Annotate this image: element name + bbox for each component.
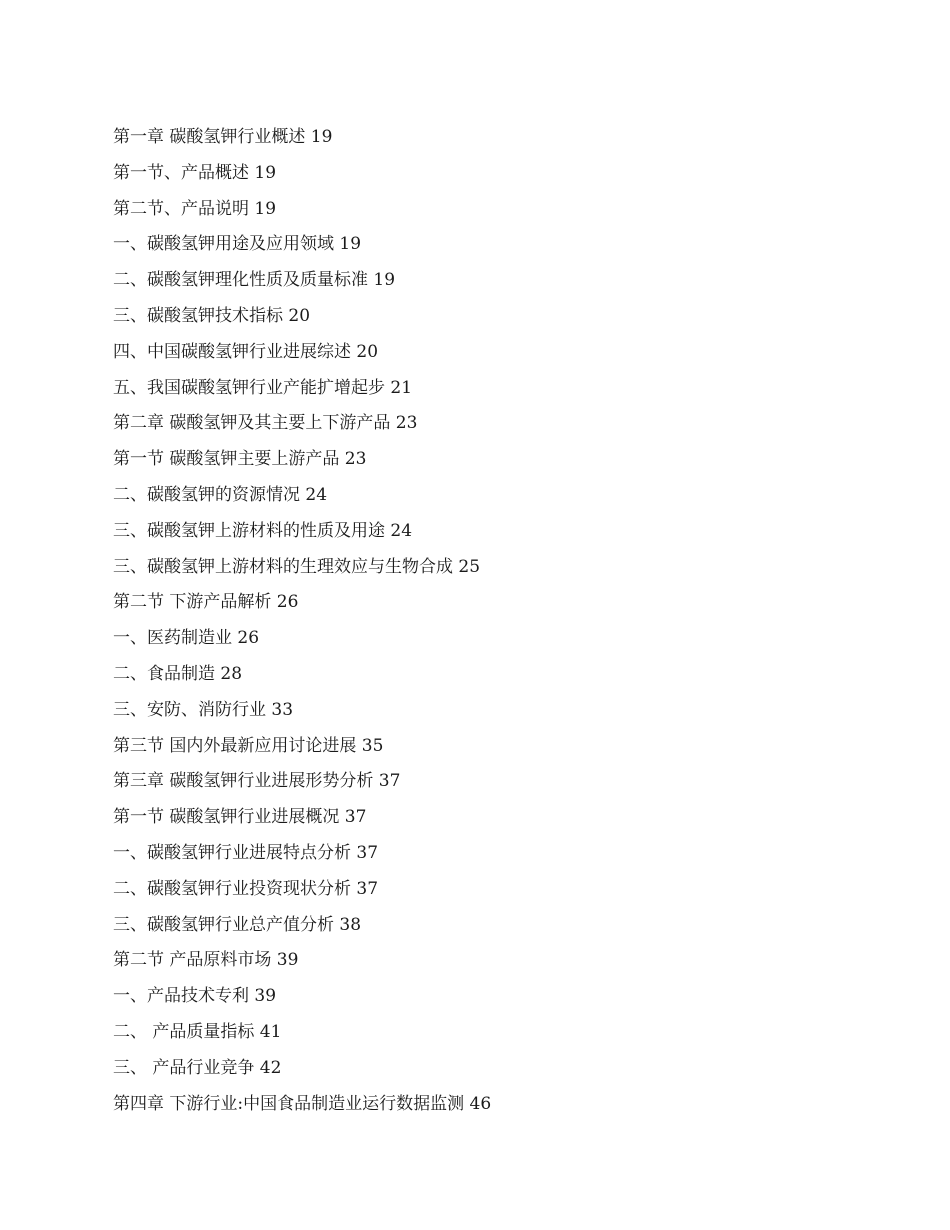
table-of-contents (113, 122, 491, 1124)
toc-entry: 二、碳酸氢钾行业投资现状分析 37 (113, 878, 379, 899)
toc-entry: 第四章 下游行业:中国食品制造业运行数据监测 46 (113, 1093, 492, 1114)
toc-entry: 第一章 碳酸氢钾行业概述 19 (113, 127, 333, 147)
toc-entry: 三、碳酸氢钾技术指标 20 (113, 305, 311, 326)
toc-entry: 五、我国碳酸氢钾行业产能扩增起步 21 (113, 377, 413, 398)
toc-entry: 二、碳酸氢钾的资源情况 24 (113, 484, 328, 505)
toc-entry: 第一节 碳酸氢钾主要上游产品 23 (113, 449, 367, 470)
toc-entry: 第一节、产品概述 19 (113, 162, 277, 183)
toc-entry: 二、食品制造 28 (113, 663, 243, 684)
toc-entry: 一、碳酸氢钾用途及应用领域 19 (113, 234, 362, 255)
toc-entry: 一、医药制造业 26 (113, 628, 260, 649)
toc-entry: 三、碳酸氢钾行业总产值分析 38 (113, 914, 362, 935)
toc-entry: 一、碳酸氢钾行业进展特点分析 37 (113, 842, 379, 863)
toc-entry: 第三节 国内外最新应用讨论进展 35 (113, 735, 384, 756)
toc-entry: 第二节 下游产品解析 26 (113, 592, 299, 613)
toc-entry: 二、碳酸氢钾理化性质及质量标准 19 (113, 270, 396, 291)
toc-entry: 第一节 碳酸氢钾行业进展概况 37 (113, 807, 367, 828)
toc-entry: 四、中国碳酸氢钾行业进展综述 20 (113, 341, 379, 362)
toc-entry: 三、碳酸氢钾上游材料的生理效应与生物合成 25 (113, 556, 481, 577)
toc-entry: 第二节 产品原料市场 39 (113, 950, 299, 971)
toc-entry: 三、碳酸氢钾上游材料的性质及用途 24 (113, 520, 413, 541)
toc-entry: 三、安防、消防行业 33 (113, 699, 294, 720)
toc-entry: 一、产品技术专利 39 (113, 986, 277, 1007)
toc-entry: 第三章 碳酸氢钾行业进展形势分析 37 (113, 771, 401, 792)
toc-entry: 第二节、产品说明 19 (113, 198, 277, 219)
toc-entry: 二、 产品质量指标 41 (113, 1021, 282, 1042)
toc-entry: 三、 产品行业竞争 42 (113, 1057, 282, 1078)
toc-entry: 第二章 碳酸氢钾及其主要上下游产品 23 (113, 413, 418, 434)
